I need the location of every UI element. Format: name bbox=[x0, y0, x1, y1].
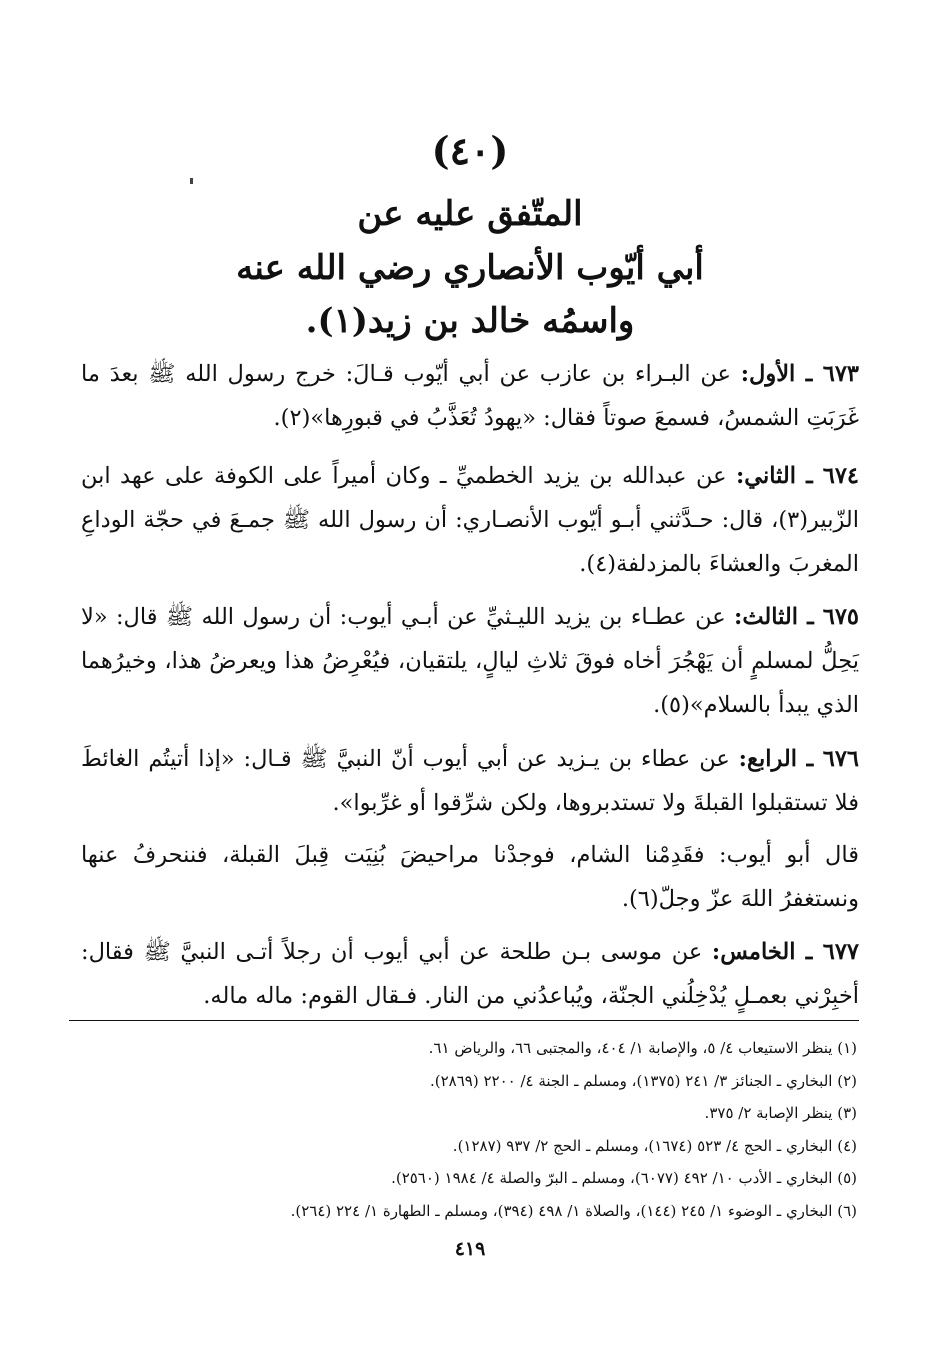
scan-speck bbox=[190, 178, 193, 184]
hadith-paragraph bbox=[81, 737, 859, 825]
hadith-paragraph bbox=[81, 352, 859, 440]
hadith-label: ٦٧٥ ـ الثالث: bbox=[734, 604, 860, 630]
chapter-title-line-2: أبي أيّوب الأنصاري رضي الله عنه bbox=[236, 248, 704, 288]
footnote: (١) ينظر الاستيعاب ٤/ ٥، والإصابة ١/ ٤٠٤، والمجتبى ٦٦، والرياض ٦١. bbox=[428, 1039, 857, 1057]
chapter-title-line-1: المتّفق عليه عن bbox=[357, 194, 583, 234]
hadith-paragraph bbox=[81, 595, 859, 727]
footnote: (٤) البخاري ـ الحج ٤/ ٥٢٣ (١٦٧٤)، ومسلم ـ الحج ٢/ ٩٣٧ (١٢٨٧). bbox=[452, 1136, 857, 1155]
footnote: (٢) البخاري ـ الجنائز ٣/ ٢٤١ (١٣٧٥)، ومسلم ـ الجنة ٤/ ٢٢٠٠ (٢٨٦٩). bbox=[429, 1071, 857, 1090]
footnote-divider bbox=[69, 1020, 859, 1021]
chapter-number: (٤٠) bbox=[431, 128, 509, 173]
hadith-label: ٦٧٣ ـ الأول: bbox=[740, 361, 859, 387]
hadith-label: ٦٧٤ ـ الثاني: bbox=[735, 463, 859, 489]
hadith-text: عن البـراء بن عازب عن أبي أيّوب قـالَ: خرج رسول الله ﷺ بعدَ ما غَرَبَتِ الشمسُ، فسمعَ صوتاً فقال: «يهودُ تُعَذَّبُ في قبورِها»(٢). bbox=[81, 361, 859, 431]
page-number: ٤١٩ bbox=[454, 1238, 486, 1260]
hadith-label: ٦٧٦ ـ الرابع: bbox=[738, 746, 860, 772]
hadith-paragraph bbox=[81, 930, 859, 1018]
footnote: (٥) البخاري ـ الأدب ١٠/ ٤٩٢ (٦٠٧٧)، ومسلم ـ البرّ والصلة ٤/ ١٩٨٤ (٢٥٦٠). bbox=[391, 1169, 857, 1188]
hadith-text: عن عطاء بن يـزيد عن أبي أيوب أنّ النبيَّ ﷺ قـال: «إذا أتيتُم الغائطَ فلا تستقبلوا القبلةَ ولا تستدبروها، ولكن شرِّقوا أو غرِّبوا». bbox=[81, 746, 859, 816]
footnote: (٣) ينظر الإصابة ٢/ ٣٧٥. bbox=[704, 1104, 857, 1123]
footnotes bbox=[77, 1032, 857, 1228]
hadith-text: قال أبو أيوب: فقَدِمْنا الشام، فوجدْنا مراحيضَ بُنِيَت قِبلَ القبلة، فننحرفُ عنها ونستغفرُ اللهَ عزّ وجلّ(٦). bbox=[81, 842, 859, 912]
hadith-text: عن عبدالله بن يزيد الخطميِّ ـ وكان أميراً على الكوفة على عهد ابن الزّبير(٣)، قال: حـدَّثني أبـو أيّوب الأنصـاري: أن رسول الله ﷺ جمـعَ في حجّة الوداعِ المغربَ والعشاءَ بالمزدلفة(٤). bbox=[81, 463, 859, 577]
hadith-paragraph bbox=[81, 454, 859, 586]
hadith-continuation bbox=[81, 833, 859, 921]
footnote: (٦) البخاري ـ الوضوء ١/ ٢٤٥ (١٤٤)، والصلاة ١/ ٤٩٨ (٣٩٤)، ومسلم ـ الطهارة ١/ ٢٢٤ (٢٦٤). bbox=[290, 1201, 857, 1220]
hadith-text: عن موسى بـن طلحة عن أبي أيوب أن رجلاً أتـى النبيَّ ﷺ فقال: أخبِرْني بعمـلٍ يُدْخِلُني الجنّة، ويُباعدُني من النار. فـقال القوم: ماله ماله. bbox=[81, 939, 859, 1009]
hadith-text: عن عطـاء بن يزيد الليـثيِّ عن أبـي أيوب: أن رسول الله ﷺ قال: «لا يَحِلُّ لمسلمٍ أن يَهْجُرَ أخاه فوقَ ثلاثِ ليالٍ، يلتقيان، فيُعْرِضُ هذا ويعرضُ هذا، وخيرُهما الذي يبدأ بالسلام»(٥). bbox=[81, 604, 859, 718]
chapter-title-line-3: واسمُه خالد بن زيد(١). bbox=[305, 301, 635, 341]
hadith-label: ٦٧٧ ـ الخامس: bbox=[711, 939, 859, 965]
